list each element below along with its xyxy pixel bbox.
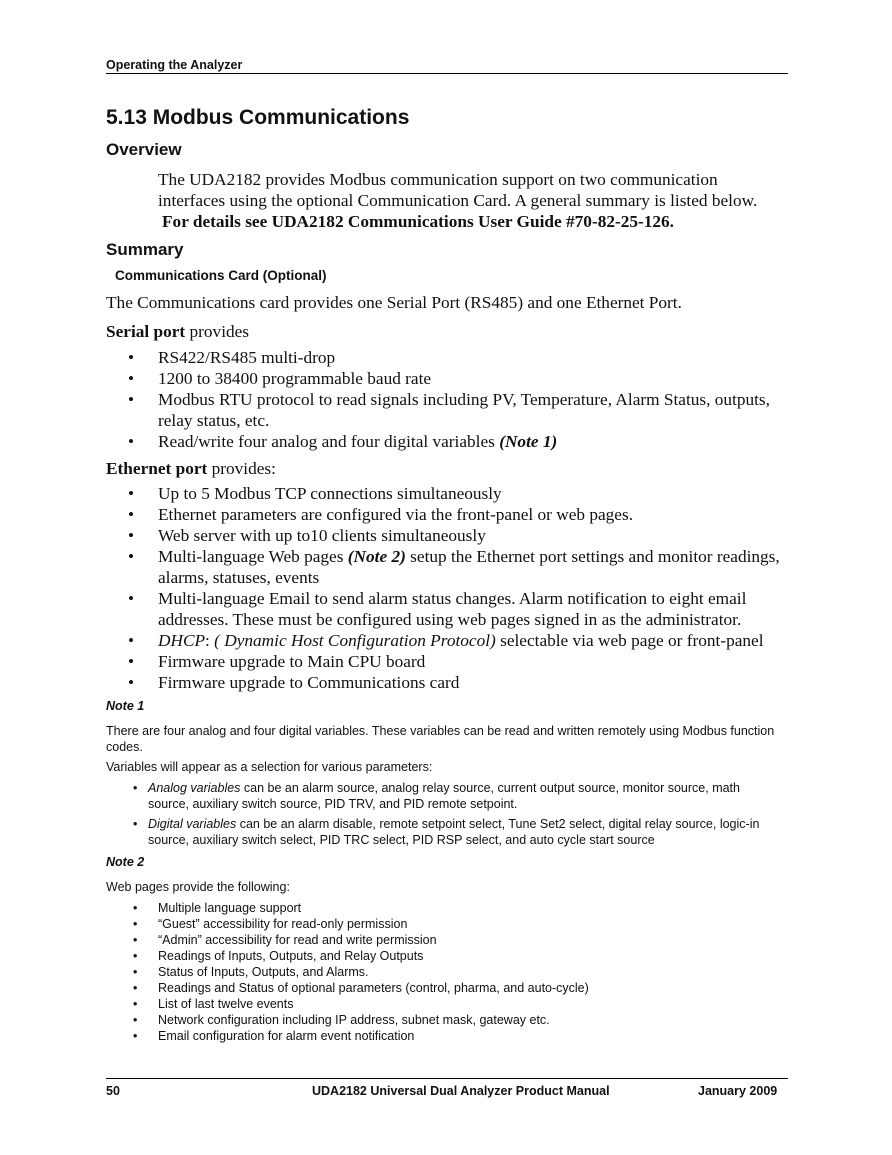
bullet-icon: •: [128, 631, 135, 650]
serial-port-list: [128, 347, 788, 452]
list-item: • Ethernet parameters are configured via the front-panel or web pages.: [128, 505, 634, 524]
summary-heading: Summary: [106, 240, 184, 259]
serial-port-label: Serial port: [106, 322, 186, 341]
list-item: • Digital variables can be an alarm disable, remote setpoint select, Tune Set2 select, digital relay source, logic-in source, auxiliary switch select, PID TRC select, PID RSP select, and auto cycle start source: [133, 817, 760, 847]
list-item: • Modbus RTU protocol to read signals including PV, Temperature, Alarm Status, outputs, relay status, etc.: [128, 390, 770, 430]
note-1-variables-list: [133, 780, 783, 848]
ethernet-port-lead-rest: provides:: [207, 459, 276, 478]
bullet-icon: •: [133, 981, 138, 995]
digital-variables-term: Digital variables: [148, 817, 237, 831]
comm-card-subheading: Communications Card (Optional): [115, 268, 327, 283]
list-item: • “Guest” accessibility for read-only permission: [133, 917, 408, 931]
list-item: • Readings and Status of optional parameters (control, pharma, and auto-cycle): [133, 981, 589, 995]
section-title: 5.13 Modbus Communications: [106, 106, 410, 129]
list-item: • Network configuration including IP address, subnet mask, gateway etc.: [133, 1013, 550, 1027]
overview-text: [158, 169, 783, 232]
list-item: • List of last twelve events: [133, 997, 294, 1011]
footer-divider: [106, 1078, 788, 1079]
bullet-icon: •: [133, 949, 138, 963]
list-item: • Up to 5 Modbus TCP connections simultaneously: [128, 484, 502, 503]
publication-date: January 2009: [698, 1084, 778, 1098]
overview-body: The UDA2182 provides Modbus communication support on two communication interfaces using the optional Communication Card. A general summary is listed below.: [158, 170, 758, 210]
list-item: • Multi-language Web pages (Note 2) setup the Ethernet port settings and monitor readings, alarms, statuses, events: [128, 547, 780, 587]
note-1-reference: (Note 1): [499, 432, 558, 451]
list-item: • Firmware upgrade to Main CPU board: [128, 652, 426, 671]
note-2-heading: Note 2: [106, 855, 145, 869]
page-number: 50: [106, 1084, 120, 1098]
note-2-intro: Web pages provide the following:: [106, 880, 290, 894]
list-item: • DHCP: ( Dynamic Host Configuration Protocol) selectable via web page or front-panel: [128, 631, 764, 650]
summary-intro: The Communications card provides one Serial Port (RS485) and one Ethernet Port.: [106, 293, 682, 312]
running-header: Operating the Analyzer: [106, 58, 788, 74]
analog-variables-term: Analog variables: [148, 781, 241, 795]
note-1-variables-intro: Variables will appear as a selection for various parameters:: [106, 760, 433, 774]
bullet-icon: •: [128, 432, 135, 451]
bullet-icon: •: [128, 348, 135, 367]
bullet-icon: •: [133, 997, 138, 1011]
bullet-icon: •: [128, 505, 135, 524]
bullet-icon: •: [128, 547, 135, 566]
serial-port-lead-rest: provides: [185, 322, 250, 341]
bullet-icon: •: [128, 526, 135, 545]
bullet-icon: •: [133, 901, 138, 915]
note-2-reference: (Note 2): [347, 547, 406, 566]
ethernet-port-lead: [106, 458, 276, 479]
bullet-icon: •: [128, 390, 135, 409]
bullet-icon: •: [133, 917, 138, 931]
bullet-icon: •: [133, 781, 138, 795]
bullet-icon: •: [133, 817, 138, 831]
list-item: • Readings of Inputs, Outputs, and Relay Outputs: [133, 949, 424, 963]
overview-guide-reference: For details see UDA2182 Communications User Guide #70-82-25-126.: [162, 212, 675, 231]
bullet-icon: •: [128, 484, 135, 503]
bullet-icon: •: [128, 673, 135, 692]
ethernet-port-list: [128, 483, 788, 693]
serial-port-lead: [106, 321, 249, 342]
bullet-icon: •: [128, 652, 135, 671]
list-item: • Analog variables can be an alarm source, analog relay source, current output source, monitor source, math source, auxiliary switch source, PID TRV, and PID remote setpoint.: [133, 781, 740, 811]
bullet-icon: •: [128, 589, 135, 608]
list-item: • Web server with up to10 clients simultaneously: [128, 526, 486, 545]
list-item: • RS422/RS485 multi-drop: [128, 348, 336, 367]
list-item: • Email configuration for alarm event notification: [133, 1029, 415, 1043]
note-1-paragraph: There are four analog and four digital variables. These variables can be read and written remotely using Modbus function codes.: [106, 724, 775, 754]
list-item: • “Admin” accessibility for read and write permission: [133, 933, 437, 947]
note-1-heading: Note 1: [106, 699, 145, 713]
list-item: • Multi-language Email to send alarm status changes. Alarm notification to eight email addresses. These must be configured using web pages signed in as the administrator.: [128, 589, 747, 629]
bullet-icon: •: [133, 1029, 138, 1043]
list-item: • Read/write four analog and four digital variables (Note 1): [128, 432, 558, 451]
list-item: • Status of Inputs, Outputs, and Alarms.: [133, 965, 369, 979]
list-item: • 1200 to 38400 programmable baud rate: [128, 369, 432, 388]
manual-title: UDA2182 Universal Dual Analyzer Product Manual: [312, 1084, 610, 1098]
bullet-icon: •: [133, 1013, 138, 1027]
overview-heading: Overview: [106, 140, 182, 159]
bullet-icon: •: [133, 965, 138, 979]
ethernet-port-label: Ethernet port: [106, 459, 208, 478]
bullet-icon: •: [128, 369, 135, 388]
bullet-icon: •: [133, 933, 138, 947]
list-item: • Multiple language support: [133, 901, 302, 915]
list-item: • Firmware upgrade to Communications card: [128, 673, 460, 692]
web-pages-feature-list: [133, 900, 783, 1044]
